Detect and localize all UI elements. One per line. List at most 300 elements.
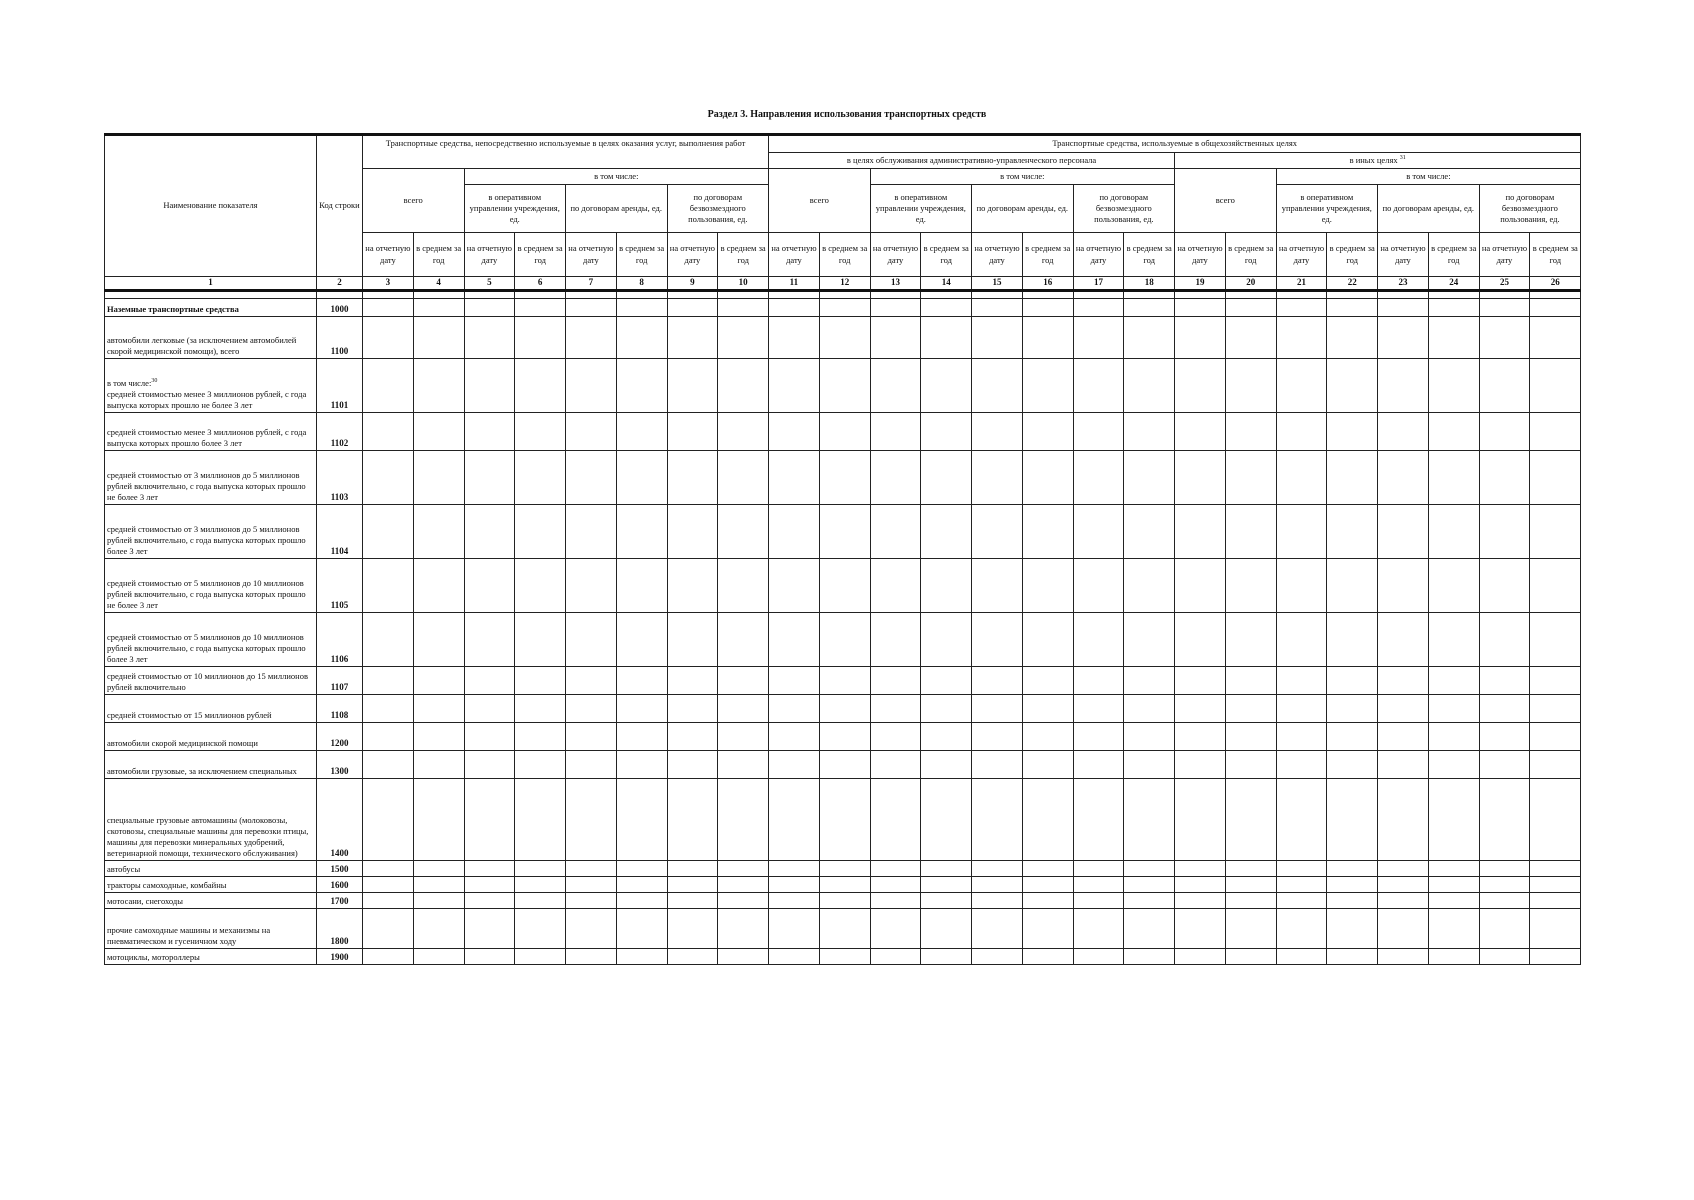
value-cell[interactable] <box>464 667 515 695</box>
value-cell[interactable] <box>566 413 617 451</box>
value-cell[interactable] <box>515 949 566 965</box>
value-cell[interactable] <box>566 695 617 723</box>
value-cell[interactable] <box>1479 909 1530 949</box>
value-cell[interactable] <box>718 359 769 413</box>
value-cell[interactable] <box>769 317 820 359</box>
value-cell[interactable] <box>616 451 667 505</box>
value-cell[interactable] <box>1175 505 1226 559</box>
value-cell[interactable] <box>1428 909 1479 949</box>
value-cell[interactable] <box>972 893 1023 909</box>
value-cell[interactable] <box>819 451 870 505</box>
value-cell[interactable] <box>1327 667 1378 695</box>
value-cell[interactable] <box>667 695 718 723</box>
value-cell[interactable] <box>1479 505 1530 559</box>
value-cell[interactable] <box>972 861 1023 877</box>
value-cell[interactable] <box>718 861 769 877</box>
value-cell[interactable] <box>566 317 617 359</box>
value-cell[interactable] <box>1124 413 1175 451</box>
value-cell[interactable] <box>870 893 921 909</box>
value-cell[interactable] <box>464 299 515 317</box>
value-cell[interactable] <box>718 505 769 559</box>
value-cell[interactable] <box>1378 893 1429 909</box>
value-cell[interactable] <box>1073 559 1124 613</box>
value-cell[interactable] <box>1378 613 1429 667</box>
value-cell[interactable] <box>1428 451 1479 505</box>
value-cell[interactable] <box>413 751 464 779</box>
value-cell[interactable] <box>921 779 972 861</box>
value-cell[interactable] <box>413 949 464 965</box>
value-cell[interactable] <box>1022 893 1073 909</box>
value-cell[interactable] <box>1276 751 1327 779</box>
value-cell[interactable] <box>1327 723 1378 751</box>
value-cell[interactable] <box>1175 413 1226 451</box>
value-cell[interactable] <box>363 559 414 613</box>
value-cell[interactable] <box>1175 317 1226 359</box>
value-cell[interactable] <box>1378 877 1429 893</box>
value-cell[interactable] <box>1530 751 1581 779</box>
value-cell[interactable] <box>616 861 667 877</box>
value-cell[interactable] <box>921 317 972 359</box>
value-cell[interactable] <box>667 861 718 877</box>
value-cell[interactable] <box>870 299 921 317</box>
value-cell[interactable] <box>972 413 1023 451</box>
value-cell[interactable] <box>1530 695 1581 723</box>
value-cell[interactable] <box>464 413 515 451</box>
value-cell[interactable] <box>363 613 414 667</box>
value-cell[interactable] <box>413 909 464 949</box>
value-cell[interactable] <box>1276 359 1327 413</box>
value-cell[interactable] <box>1225 299 1276 317</box>
value-cell[interactable] <box>1175 779 1226 861</box>
value-cell[interactable] <box>1124 723 1175 751</box>
value-cell[interactable] <box>769 451 820 505</box>
value-cell[interactable] <box>667 451 718 505</box>
value-cell[interactable] <box>1225 667 1276 695</box>
value-cell[interactable] <box>921 505 972 559</box>
value-cell[interactable] <box>1327 909 1378 949</box>
value-cell[interactable] <box>1073 451 1124 505</box>
value-cell[interactable] <box>1022 877 1073 893</box>
value-cell[interactable] <box>616 667 667 695</box>
value-cell[interactable] <box>769 949 820 965</box>
value-cell[interactable] <box>921 413 972 451</box>
value-cell[interactable] <box>363 695 414 723</box>
value-cell[interactable] <box>363 299 414 317</box>
value-cell[interactable] <box>1428 723 1479 751</box>
value-cell[interactable] <box>1327 299 1378 317</box>
value-cell[interactable] <box>1225 695 1276 723</box>
value-cell[interactable] <box>870 667 921 695</box>
value-cell[interactable] <box>566 723 617 751</box>
value-cell[interactable] <box>515 723 566 751</box>
value-cell[interactable] <box>921 559 972 613</box>
value-cell[interactable] <box>464 723 515 751</box>
value-cell[interactable] <box>1276 613 1327 667</box>
value-cell[interactable] <box>566 359 617 413</box>
value-cell[interactable] <box>363 877 414 893</box>
value-cell[interactable] <box>667 909 718 949</box>
value-cell[interactable] <box>515 779 566 861</box>
value-cell[interactable] <box>1124 451 1175 505</box>
value-cell[interactable] <box>1327 779 1378 861</box>
value-cell[interactable] <box>870 695 921 723</box>
value-cell[interactable] <box>363 723 414 751</box>
value-cell[interactable] <box>870 613 921 667</box>
value-cell[interactable] <box>566 861 617 877</box>
value-cell[interactable] <box>1124 949 1175 965</box>
value-cell[interactable] <box>1073 779 1124 861</box>
value-cell[interactable] <box>1124 613 1175 667</box>
value-cell[interactable] <box>566 751 617 779</box>
value-cell[interactable] <box>1378 909 1429 949</box>
value-cell[interactable] <box>769 695 820 723</box>
value-cell[interactable] <box>1225 877 1276 893</box>
value-cell[interactable] <box>718 559 769 613</box>
value-cell[interactable] <box>566 451 617 505</box>
value-cell[interactable] <box>1428 877 1479 893</box>
value-cell[interactable] <box>972 667 1023 695</box>
value-cell[interactable] <box>1378 559 1429 613</box>
value-cell[interactable] <box>1276 559 1327 613</box>
value-cell[interactable] <box>1479 559 1530 613</box>
value-cell[interactable] <box>972 613 1023 667</box>
value-cell[interactable] <box>1378 861 1429 877</box>
value-cell[interactable] <box>616 359 667 413</box>
value-cell[interactable] <box>616 751 667 779</box>
value-cell[interactable] <box>616 695 667 723</box>
value-cell[interactable] <box>870 949 921 965</box>
value-cell[interactable] <box>1428 667 1479 695</box>
value-cell[interactable] <box>363 909 414 949</box>
value-cell[interactable] <box>1327 451 1378 505</box>
value-cell[interactable] <box>515 877 566 893</box>
value-cell[interactable] <box>413 317 464 359</box>
value-cell[interactable] <box>667 751 718 779</box>
value-cell[interactable] <box>1175 877 1226 893</box>
value-cell[interactable] <box>1073 949 1124 965</box>
value-cell[interactable] <box>1479 893 1530 909</box>
value-cell[interactable] <box>769 861 820 877</box>
value-cell[interactable] <box>1225 861 1276 877</box>
value-cell[interactable] <box>718 317 769 359</box>
value-cell[interactable] <box>1022 949 1073 965</box>
value-cell[interactable] <box>819 359 870 413</box>
value-cell[interactable] <box>363 667 414 695</box>
value-cell[interactable] <box>1479 695 1530 723</box>
value-cell[interactable] <box>1175 359 1226 413</box>
value-cell[interactable] <box>363 317 414 359</box>
value-cell[interactable] <box>1428 613 1479 667</box>
value-cell[interactable] <box>1530 559 1581 613</box>
value-cell[interactable] <box>1327 413 1378 451</box>
value-cell[interactable] <box>667 779 718 861</box>
value-cell[interactable] <box>769 893 820 909</box>
value-cell[interactable] <box>921 949 972 965</box>
value-cell[interactable] <box>363 451 414 505</box>
value-cell[interactable] <box>718 779 769 861</box>
value-cell[interactable] <box>870 317 921 359</box>
value-cell[interactable] <box>819 909 870 949</box>
value-cell[interactable] <box>1124 359 1175 413</box>
value-cell[interactable] <box>870 559 921 613</box>
value-cell[interactable] <box>1225 723 1276 751</box>
value-cell[interactable] <box>1073 751 1124 779</box>
value-cell[interactable] <box>616 779 667 861</box>
value-cell[interactable] <box>1022 861 1073 877</box>
value-cell[interactable] <box>464 909 515 949</box>
value-cell[interactable] <box>1327 893 1378 909</box>
value-cell[interactable] <box>1022 559 1073 613</box>
value-cell[interactable] <box>1327 505 1378 559</box>
value-cell[interactable] <box>819 893 870 909</box>
value-cell[interactable] <box>363 779 414 861</box>
value-cell[interactable] <box>1327 559 1378 613</box>
value-cell[interactable] <box>921 359 972 413</box>
value-cell[interactable] <box>1124 667 1175 695</box>
value-cell[interactable] <box>413 861 464 877</box>
value-cell[interactable] <box>667 359 718 413</box>
value-cell[interactable] <box>566 667 617 695</box>
value-cell[interactable] <box>1530 949 1581 965</box>
value-cell[interactable] <box>819 861 870 877</box>
value-cell[interactable] <box>1073 505 1124 559</box>
value-cell[interactable] <box>1124 695 1175 723</box>
value-cell[interactable] <box>1022 613 1073 667</box>
value-cell[interactable] <box>1276 413 1327 451</box>
value-cell[interactable] <box>819 877 870 893</box>
value-cell[interactable] <box>718 299 769 317</box>
value-cell[interactable] <box>1276 877 1327 893</box>
value-cell[interactable] <box>1327 359 1378 413</box>
value-cell[interactable] <box>1428 559 1479 613</box>
value-cell[interactable] <box>413 779 464 861</box>
value-cell[interactable] <box>1124 317 1175 359</box>
value-cell[interactable] <box>1378 299 1429 317</box>
value-cell[interactable] <box>1225 413 1276 451</box>
value-cell[interactable] <box>1175 667 1226 695</box>
value-cell[interactable] <box>464 949 515 965</box>
value-cell[interactable] <box>1378 317 1429 359</box>
value-cell[interactable] <box>921 667 972 695</box>
value-cell[interactable] <box>1479 359 1530 413</box>
value-cell[interactable] <box>1022 695 1073 723</box>
value-cell[interactable] <box>363 359 414 413</box>
value-cell[interactable] <box>1428 779 1479 861</box>
value-cell[interactable] <box>616 613 667 667</box>
value-cell[interactable] <box>616 559 667 613</box>
value-cell[interactable] <box>972 505 1023 559</box>
value-cell[interactable] <box>1022 317 1073 359</box>
value-cell[interactable] <box>1479 413 1530 451</box>
value-cell[interactable] <box>1428 359 1479 413</box>
value-cell[interactable] <box>616 723 667 751</box>
value-cell[interactable] <box>1428 949 1479 965</box>
value-cell[interactable] <box>1022 779 1073 861</box>
value-cell[interactable] <box>1073 893 1124 909</box>
value-cell[interactable] <box>1378 359 1429 413</box>
value-cell[interactable] <box>566 893 617 909</box>
value-cell[interactable] <box>718 613 769 667</box>
value-cell[interactable] <box>1530 299 1581 317</box>
value-cell[interactable] <box>566 299 617 317</box>
value-cell[interactable] <box>1124 893 1175 909</box>
value-cell[interactable] <box>1225 317 1276 359</box>
value-cell[interactable] <box>870 359 921 413</box>
value-cell[interactable] <box>1530 893 1581 909</box>
value-cell[interactable] <box>515 505 566 559</box>
value-cell[interactable] <box>972 451 1023 505</box>
value-cell[interactable] <box>1530 613 1581 667</box>
value-cell[interactable] <box>1022 451 1073 505</box>
value-cell[interactable] <box>819 723 870 751</box>
value-cell[interactable] <box>1073 613 1124 667</box>
value-cell[interactable] <box>1022 359 1073 413</box>
value-cell[interactable] <box>1530 723 1581 751</box>
value-cell[interactable] <box>1124 559 1175 613</box>
value-cell[interactable] <box>718 667 769 695</box>
value-cell[interactable] <box>1428 861 1479 877</box>
value-cell[interactable] <box>566 909 617 949</box>
value-cell[interactable] <box>921 877 972 893</box>
value-cell[interactable] <box>769 877 820 893</box>
value-cell[interactable] <box>1225 613 1276 667</box>
value-cell[interactable] <box>667 723 718 751</box>
value-cell[interactable] <box>1276 505 1327 559</box>
value-cell[interactable] <box>515 413 566 451</box>
value-cell[interactable] <box>1327 877 1378 893</box>
value-cell[interactable] <box>1225 559 1276 613</box>
value-cell[interactable] <box>1175 893 1226 909</box>
value-cell[interactable] <box>1022 751 1073 779</box>
value-cell[interactable] <box>464 613 515 667</box>
value-cell[interactable] <box>1175 949 1226 965</box>
value-cell[interactable] <box>819 317 870 359</box>
value-cell[interactable] <box>870 909 921 949</box>
value-cell[interactable] <box>870 451 921 505</box>
value-cell[interactable] <box>1530 413 1581 451</box>
value-cell[interactable] <box>1225 893 1276 909</box>
value-cell[interactable] <box>363 893 414 909</box>
value-cell[interactable] <box>616 317 667 359</box>
value-cell[interactable] <box>1378 667 1429 695</box>
value-cell[interactable] <box>1022 909 1073 949</box>
value-cell[interactable] <box>616 909 667 949</box>
value-cell[interactable] <box>566 779 617 861</box>
value-cell[interactable] <box>921 893 972 909</box>
value-cell[interactable] <box>769 413 820 451</box>
value-cell[interactable] <box>1175 559 1226 613</box>
value-cell[interactable] <box>1276 317 1327 359</box>
value-cell[interactable] <box>616 413 667 451</box>
value-cell[interactable] <box>921 451 972 505</box>
value-cell[interactable] <box>1530 909 1581 949</box>
value-cell[interactable] <box>1225 505 1276 559</box>
value-cell[interactable] <box>1479 723 1530 751</box>
value-cell[interactable] <box>870 877 921 893</box>
value-cell[interactable] <box>1175 861 1226 877</box>
value-cell[interactable] <box>718 877 769 893</box>
value-cell[interactable] <box>464 317 515 359</box>
value-cell[interactable] <box>1530 317 1581 359</box>
value-cell[interactable] <box>515 359 566 413</box>
value-cell[interactable] <box>921 751 972 779</box>
value-cell[interactable] <box>413 877 464 893</box>
value-cell[interactable] <box>616 505 667 559</box>
value-cell[interactable] <box>1073 877 1124 893</box>
value-cell[interactable] <box>515 613 566 667</box>
value-cell[interactable] <box>819 949 870 965</box>
value-cell[interactable] <box>819 667 870 695</box>
value-cell[interactable] <box>718 909 769 949</box>
value-cell[interactable] <box>972 359 1023 413</box>
value-cell[interactable] <box>464 559 515 613</box>
value-cell[interactable] <box>921 299 972 317</box>
value-cell[interactable] <box>413 723 464 751</box>
value-cell[interactable] <box>413 451 464 505</box>
value-cell[interactable] <box>1428 893 1479 909</box>
value-cell[interactable] <box>566 559 617 613</box>
value-cell[interactable] <box>667 949 718 965</box>
value-cell[interactable] <box>667 317 718 359</box>
value-cell[interactable] <box>1124 751 1175 779</box>
value-cell[interactable] <box>870 751 921 779</box>
value-cell[interactable] <box>1378 451 1429 505</box>
value-cell[interactable] <box>1276 667 1327 695</box>
value-cell[interactable] <box>718 751 769 779</box>
value-cell[interactable] <box>819 299 870 317</box>
value-cell[interactable] <box>1530 667 1581 695</box>
value-cell[interactable] <box>1276 695 1327 723</box>
value-cell[interactable] <box>1327 695 1378 723</box>
value-cell[interactable] <box>413 667 464 695</box>
value-cell[interactable] <box>667 559 718 613</box>
value-cell[interactable] <box>1276 723 1327 751</box>
value-cell[interactable] <box>1022 723 1073 751</box>
value-cell[interactable] <box>363 505 414 559</box>
value-cell[interactable] <box>1073 299 1124 317</box>
value-cell[interactable] <box>972 751 1023 779</box>
value-cell[interactable] <box>1276 299 1327 317</box>
value-cell[interactable] <box>769 909 820 949</box>
value-cell[interactable] <box>1479 949 1530 965</box>
value-cell[interactable] <box>413 695 464 723</box>
value-cell[interactable] <box>363 861 414 877</box>
value-cell[interactable] <box>1225 949 1276 965</box>
value-cell[interactable] <box>1276 949 1327 965</box>
value-cell[interactable] <box>1530 505 1581 559</box>
value-cell[interactable] <box>1225 909 1276 949</box>
value-cell[interactable] <box>1225 359 1276 413</box>
value-cell[interactable] <box>1378 949 1429 965</box>
value-cell[interactable] <box>616 877 667 893</box>
value-cell[interactable] <box>1327 751 1378 779</box>
value-cell[interactable] <box>464 893 515 909</box>
value-cell[interactable] <box>1022 667 1073 695</box>
value-cell[interactable] <box>819 751 870 779</box>
value-cell[interactable] <box>972 779 1023 861</box>
value-cell[interactable] <box>616 893 667 909</box>
value-cell[interactable] <box>1073 695 1124 723</box>
value-cell[interactable] <box>413 413 464 451</box>
value-cell[interactable] <box>718 893 769 909</box>
value-cell[interactable] <box>972 877 1023 893</box>
value-cell[interactable] <box>667 413 718 451</box>
value-cell[interactable] <box>1175 451 1226 505</box>
value-cell[interactable] <box>718 695 769 723</box>
value-cell[interactable] <box>1530 877 1581 893</box>
value-cell[interactable] <box>363 949 414 965</box>
value-cell[interactable] <box>413 613 464 667</box>
